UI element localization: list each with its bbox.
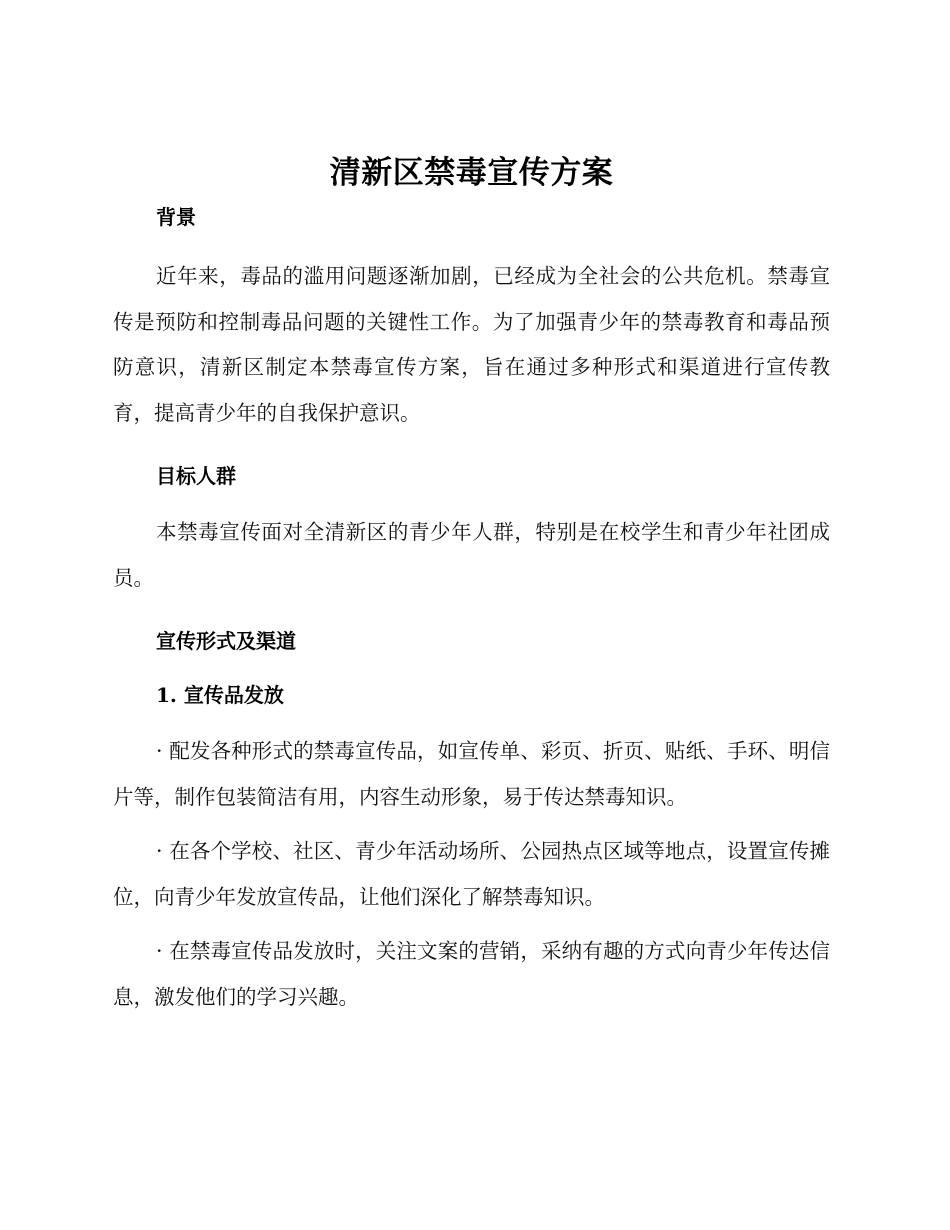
bullet-item: · 配发各种形式的禁毒宣传品，如宣传单、彩页、折页、贴纸、手环、明信片等，制作包装简洁有用，内容生动形象，易于传达禁毒知识。 — [113, 739, 830, 809]
section-heading-background: 背景 — [156, 205, 196, 229]
bullet-item: · 在禁毒宣传品发放时，关注文案的营销，采纳有趣的方式向青少年传达信息，激发他们的学习兴趣。 — [113, 939, 830, 1009]
subheading-materials: 1. 宣传品发放 — [156, 683, 284, 707]
background-paragraph: 近年来，毒品的滥用问题逐渐加剧，已经成为全社会的公共危机。禁毒宣传是预防和控制毒品问题的关键性工作。为了加强青少年的禁毒教育和毒品预防意识，清新区制定本禁毒宣传方案，旨在通过多种形式和渠道进行宣传教育，提高青少年的自我保护意识。 — [113, 264, 830, 425]
bullet-item: · 在各个学校、社区、青少年活动场所、公园热点区域等地点，设置宣传摊位，向青少年发放宣传品，让他们深化了解禁毒知识。 — [113, 839, 830, 909]
section-heading-target: 目标人群 — [156, 464, 236, 488]
section-heading-channels: 宣传形式及渠道 — [156, 629, 296, 653]
target-paragraph: 本禁毒宣传面对全清新区的青少年人群，特别是在校学生和青少年社团成员。 — [113, 520, 830, 590]
document-title: 清新区禁毒宣传方案 — [329, 155, 614, 191]
